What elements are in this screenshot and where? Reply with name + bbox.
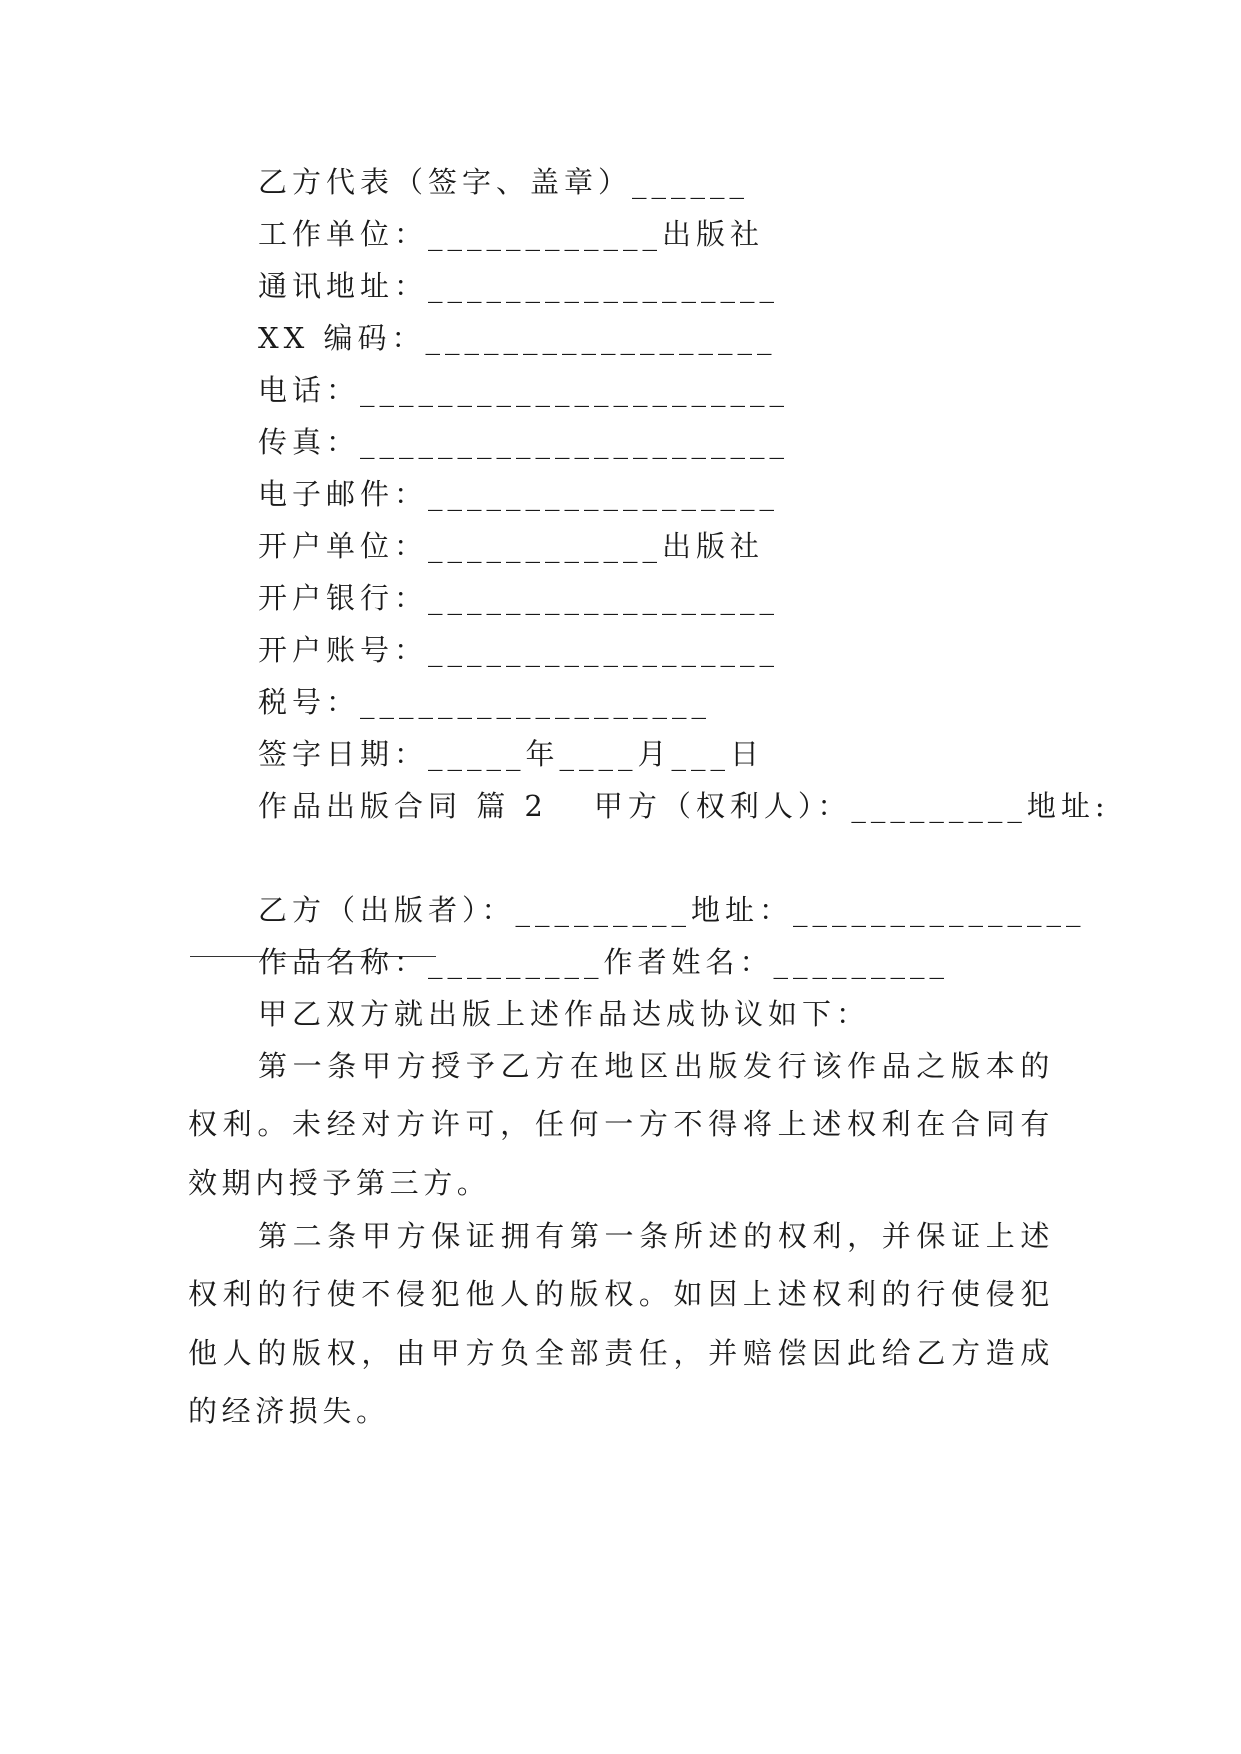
work-info-line: 作品名称：_________作者姓名：_________: [258, 945, 950, 979]
party-b-line: 乙方（出版者）：_________地址：_______________: [258, 893, 1086, 927]
work-unit: 工作单位：____________出版社: [258, 217, 765, 251]
clause-2: 第二条甲方保证拥有第一条所述的权利，并保证上述权利的行使不侵犯他人的版权。如因上述权利的行使侵犯他人的版权，由甲方负全部责任，并赔偿因此给乙方造成的经济损失。: [188, 1219, 1054, 1428]
account-number: 开户账号：__________________: [258, 633, 780, 667]
contract2-title: 作品出版合同 篇 2: [258, 789, 548, 823]
account-unit: 开户单位：____________出版社: [258, 529, 765, 563]
party-b-representative: 乙方代表（签字、盖章）______: [258, 165, 750, 199]
postcode: XX 编码：__________________: [258, 321, 777, 355]
email: 电子邮件：__________________: [258, 477, 780, 511]
fax: 传真：______________________: [258, 425, 790, 459]
mailing-address: 通讯地址：__________________: [258, 269, 780, 303]
sign-date: 签字日期：_____年____月___日: [258, 737, 765, 771]
tax-number: 税号：__________________: [258, 685, 712, 719]
agreement-intro: 甲乙双方就出版上述作品达成协议如下：: [258, 997, 871, 1031]
party-a-line: 甲方（权利人）：_________地址:: [593, 789, 1110, 823]
contract2-header: [258, 786, 1110, 826]
bank: 开户银行：__________________: [258, 581, 780, 615]
clause-1: 第一条甲方授予乙方在地区出版发行该作品之版本的权利。未经对方许可，任何一方不得将上述权利在合同有效期内授予第三方。: [188, 1049, 1054, 1200]
phone: 电话：______________________: [258, 373, 790, 407]
